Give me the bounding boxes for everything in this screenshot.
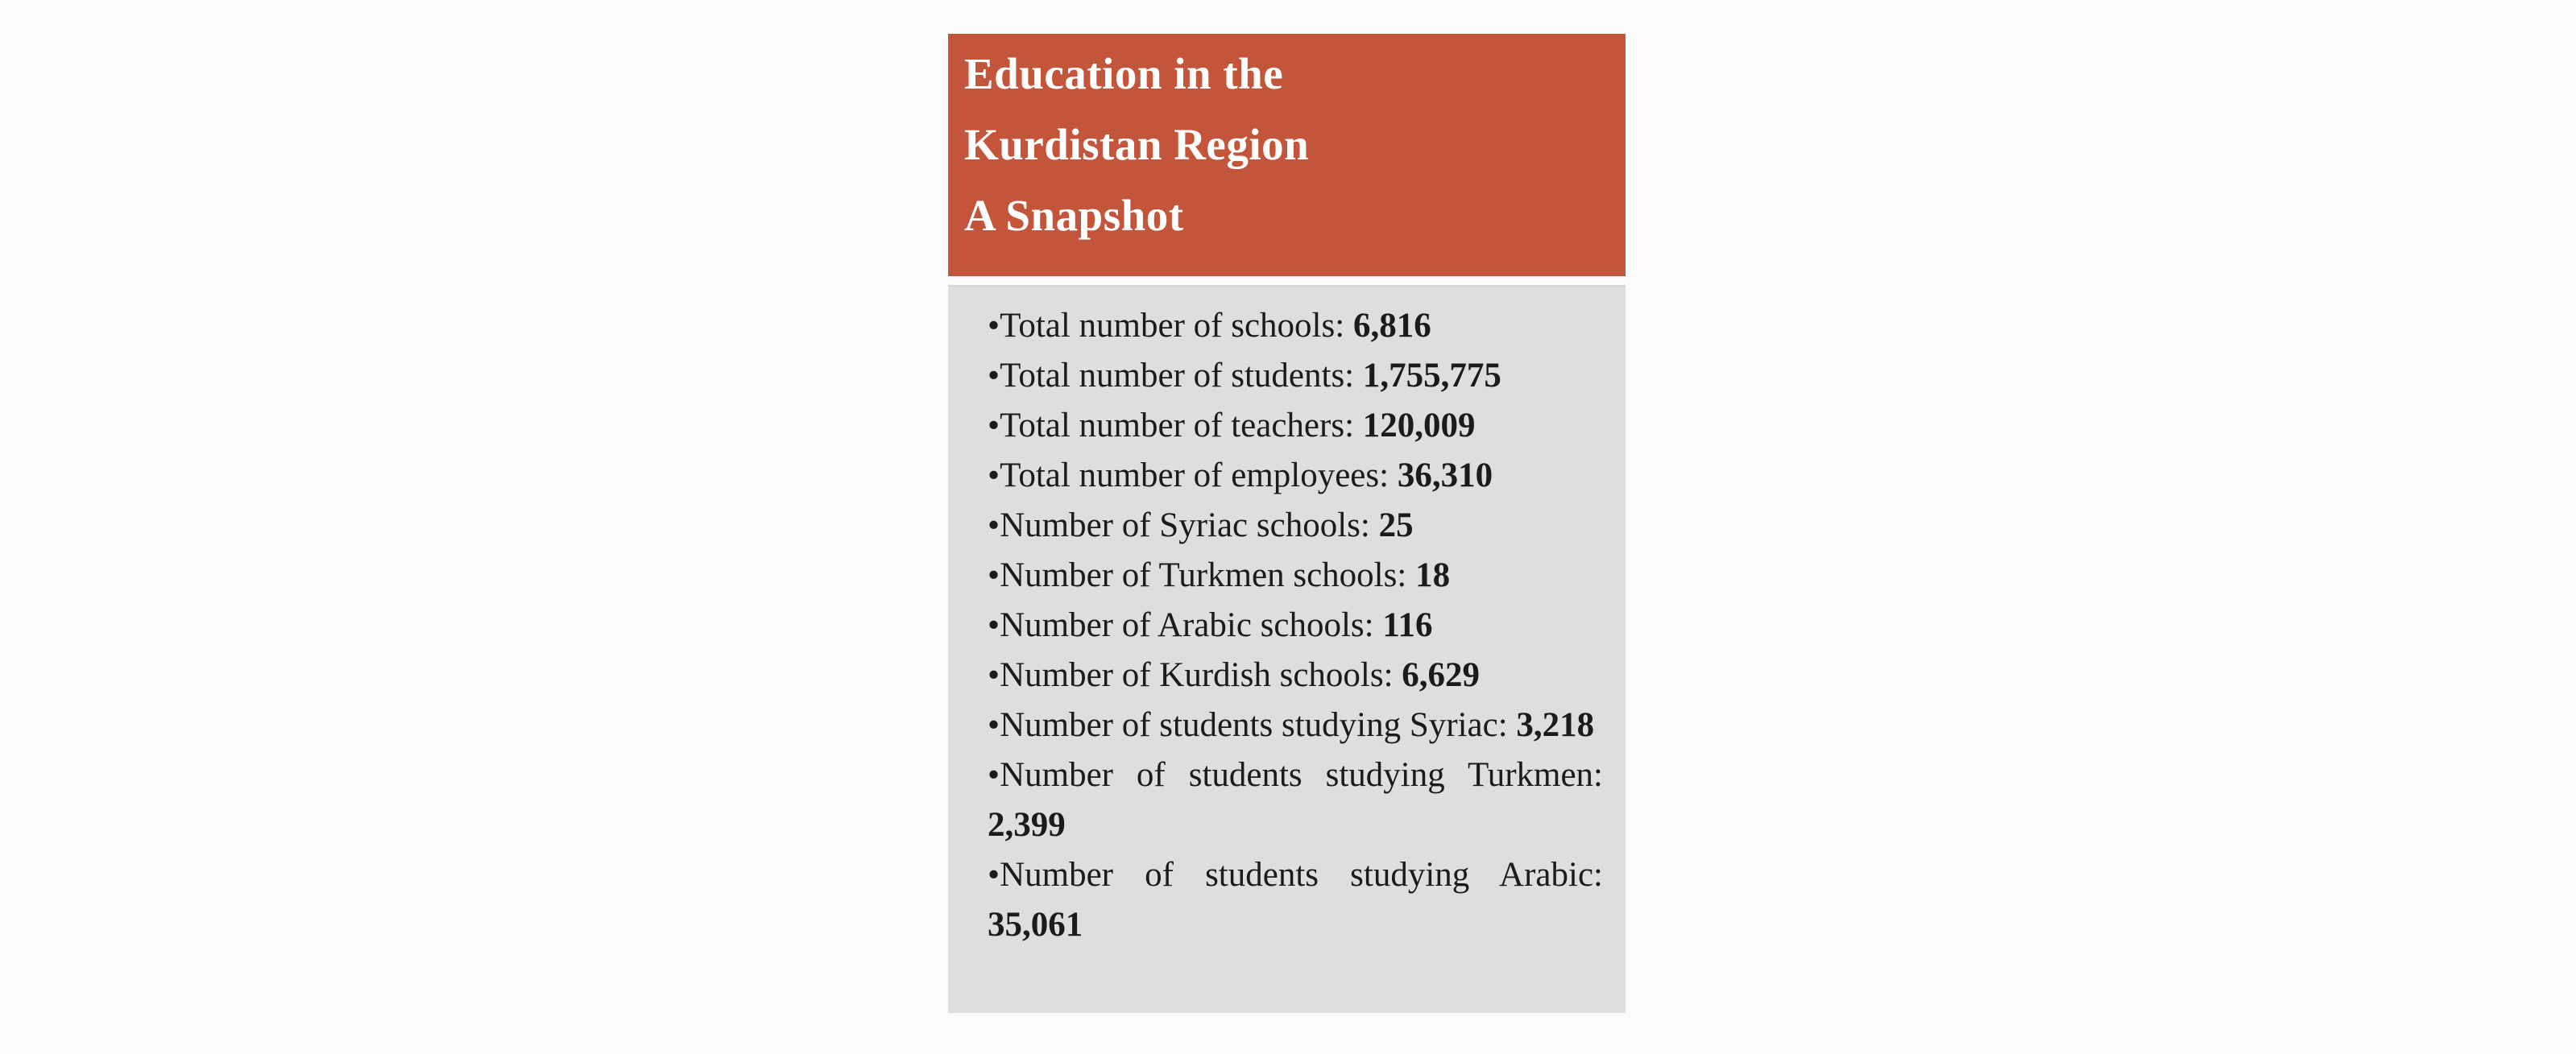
list-item [988,401,1603,451]
stat-value: 35,061 [988,906,1083,944]
bullet-icon: • [988,407,1000,444]
stat-label: Total number of schools: [1000,307,1345,345]
stat-label: Total number of students: [1000,357,1355,395]
list-item [988,750,1603,850]
list-item [988,850,1603,950]
bullet-icon: • [988,556,1000,594]
stat-label: Number of Kurdish schools: [1000,656,1394,694]
list-item [988,351,1603,401]
infobox-header [948,34,1626,276]
list-item [988,451,1603,501]
stat-label: Total number of teachers: [1000,407,1355,444]
bullet-icon: • [988,357,1000,395]
stat-value: 36,310 [1397,457,1493,494]
bullet-icon: • [988,506,1000,544]
infobox-title-line-2: Kurdistan Region [964,120,1310,169]
bullet-icon: • [988,856,1000,894]
stats-list [948,285,1626,1013]
stat-value: 25 [1378,506,1414,544]
stat-value: 116 [1382,606,1433,644]
infobox-title-line-3: A Snapshot [964,191,1184,240]
stat-value: 3,218 [1516,706,1595,744]
list-item [988,301,1603,351]
list-item [988,651,1603,701]
list-item [988,701,1603,750]
stat-value: 120,009 [1362,407,1476,444]
bullet-icon: • [988,307,1000,345]
stat-value: 2,399 [988,806,1066,844]
stat-label: Number of students studying Arabic: [1000,856,1603,894]
stat-label: Number of Turkmen schools: [1000,556,1407,594]
bullet-icon: • [988,756,1000,794]
stat-label: Number of students studying Turkmen: [1000,756,1603,794]
bullet-icon: • [988,706,1000,744]
stat-label: Total number of employees: [1000,457,1389,494]
bullet-icon: • [988,606,1000,644]
stat-value: 6,629 [1402,656,1481,694]
stat-label: Number of Arabic schools: [1000,606,1374,644]
infobox-title-line-1: Education in the [964,49,1284,98]
list-item [988,551,1603,601]
list-item [988,501,1603,551]
list-item [988,601,1603,651]
bullet-icon: • [988,457,1000,494]
stat-value: 18 [1415,556,1451,594]
stat-value: 1,755,775 [1362,357,1501,395]
bullet-icon: • [988,656,1000,694]
stat-label: Number of students studying Syriac: [1000,706,1508,744]
stat-label: Number of Syriac schools: [1000,506,1370,544]
education-infobox [948,34,1626,1013]
stat-value: 6,816 [1352,307,1431,345]
